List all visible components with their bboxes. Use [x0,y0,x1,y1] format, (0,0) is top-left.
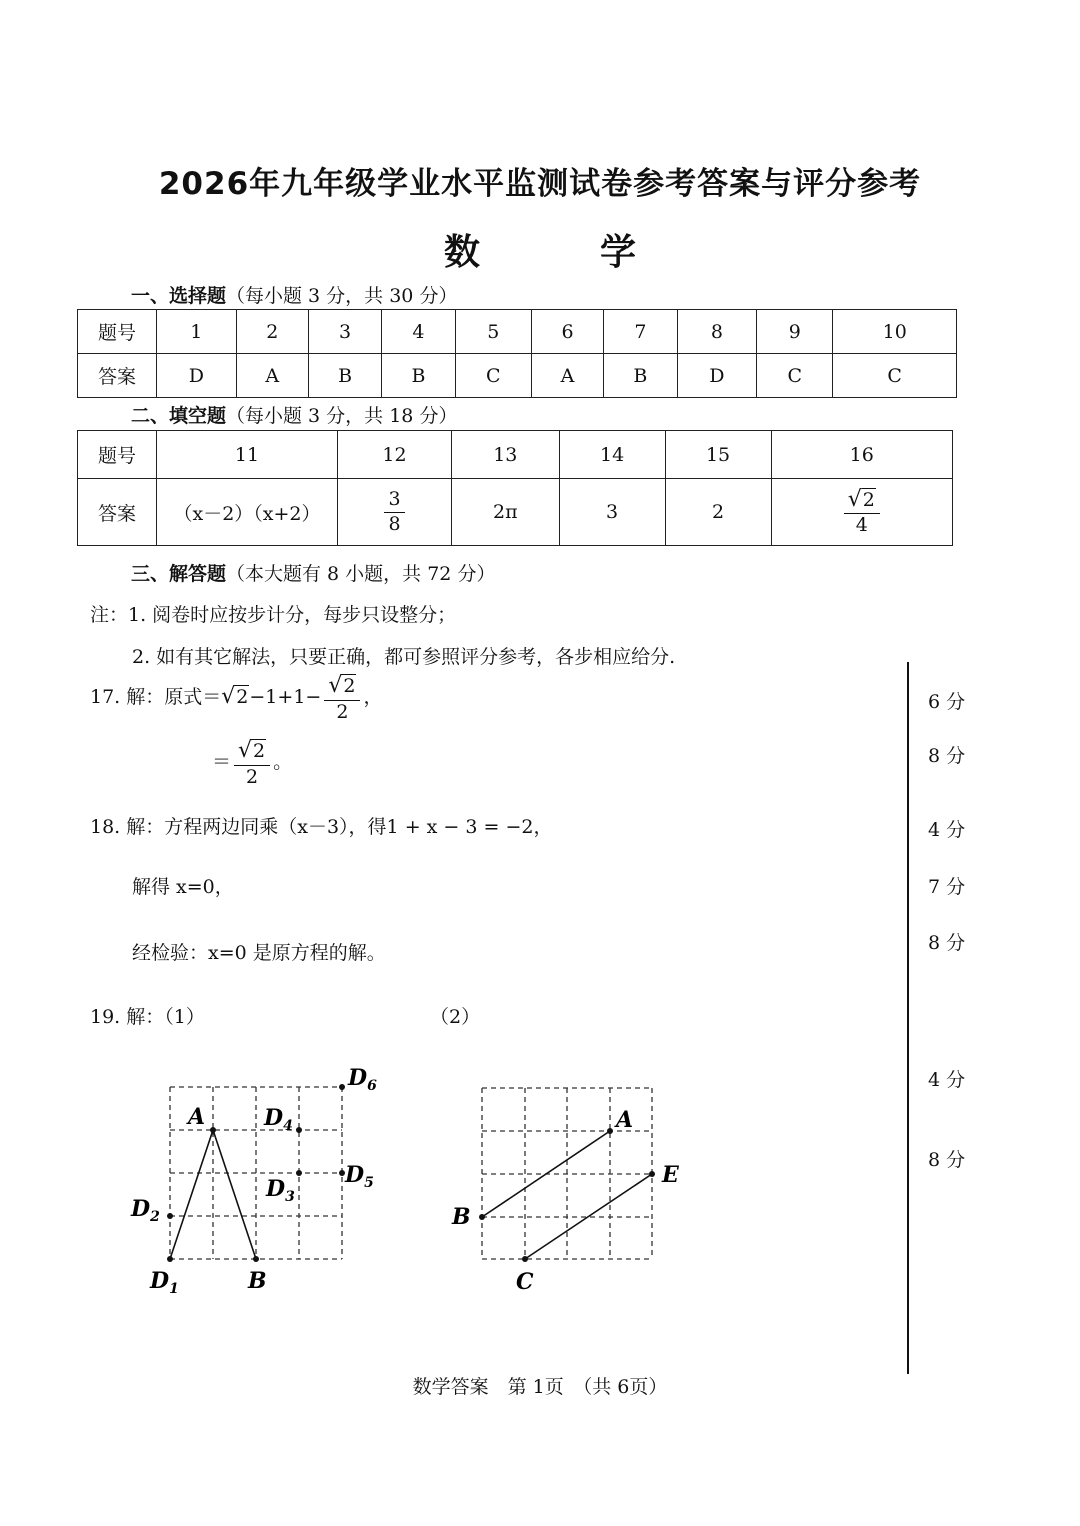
q19-score-1: 4 分 [928,1069,966,1091]
q19-figure-1 [120,1060,390,1300]
table-cell: C [455,354,531,398]
table-cell [771,479,952,546]
subject-char-2: 学 [600,232,637,273]
q17-score-2: 8 分 [928,745,966,767]
table-cell: 16 [771,431,952,479]
table-cell: 14 [559,431,665,479]
subject-char-1: 数 [443,232,480,273]
fill-blank-table [77,430,953,546]
point-label-d1: $D_1$ [150,1268,179,1297]
multiple-choice-table [77,309,957,398]
page-footer: 数学答案 第 1页 （共 6页） [412,1376,668,1398]
table-cell: B [308,354,381,398]
table-row [78,431,953,479]
table-cell: D [677,354,757,398]
section-2-heading: 二、填空题（每小题 3 分，共 18 分） [131,405,458,427]
table-row [78,479,953,546]
table-cell: 2π [451,479,559,546]
table-cell: 答案 [78,479,157,546]
table-cell: A [236,354,308,398]
q17-line-1: 17. 解：原式＝√2−1+1− $\frac{√2}{2}$ ， [90,673,383,723]
table-cell: 11 [157,431,338,479]
table-cell: 答案 [78,354,157,398]
q19-score-2: 8 分 [928,1149,966,1171]
table-cell: 题号 [78,431,157,479]
point-label-b: B [248,1268,267,1294]
table-cell: C [757,354,833,398]
q18-line-2: 解得 x=0， [132,876,234,898]
point-label-a: A [616,1107,634,1133]
page-title: 2026年九年级学业水平监测试卷参考答案与评分参考 [158,166,922,202]
fraction: $\frac{3}{8}$ [384,488,404,537]
triangle-sides [170,1130,256,1259]
point-label-d6: $D_6$ [348,1065,377,1094]
table-cell: 3 [308,310,381,354]
point-label-b: B [452,1204,471,1230]
table-cell: 6 [531,310,603,354]
q17-score-1: 6 分 [928,691,966,713]
q18-score-2: 7 分 [928,876,966,898]
table-cell: 8 [677,310,757,354]
table-cell: B [604,354,677,398]
grading-note-1: 注：1. 阅卷时应按步计分，每步只设整分； [90,604,457,626]
table-cell: 题号 [78,310,157,354]
table-cell: 15 [665,431,771,479]
table-cell: B [382,354,455,398]
parallel-segments [482,1131,652,1259]
q19-label-2: （2） [430,1006,481,1028]
point-label-e: E [662,1162,679,1188]
table-cell: A [531,354,603,398]
table-cell: 12 [338,431,452,479]
point-label-d2: $D_2$ [131,1196,160,1225]
table-cell: 7 [604,310,677,354]
q18-line-1: 18. 解：方程两边同乘（x－3），得1 + x − 3 = −2， [90,816,553,838]
score-divider [907,662,909,1374]
point-label-a: A [188,1104,206,1130]
point-label-d4: $D_4$ [264,1105,293,1134]
table-row [78,354,957,398]
q18-line-3: 经检验：x=0 是原方程的解。 [132,942,386,964]
q19-label-1: 19. 解：（1） [90,1006,205,1028]
section-1-heading: 一、选择题（每小题 3 分，共 30 分） [131,285,458,307]
q19-figure-2 [440,1070,700,1300]
table-cell: 10 [833,310,957,354]
point-label-c: C [516,1269,534,1295]
table-cell: 5 [455,310,531,354]
table-cell: 13 [451,431,559,479]
table-cell: D [157,354,237,398]
table-cell [338,479,452,546]
q17-line-2: ＝ $\frac{√2}{2}$ 。 [212,738,293,788]
section-3-heading: 三、解答题（本大题有 8 小题，共 72 分） [131,563,496,585]
point-label-d3: $D_3$ [266,1176,295,1205]
table-cell: 4 [382,310,455,354]
table-cell: （x－2）（x+2） [157,479,338,546]
table-row [78,310,957,354]
table-cell: 2 [236,310,308,354]
table-cell: 3 [559,479,665,546]
q18-score-3: 8 分 [928,932,966,954]
table-cell: 9 [757,310,833,354]
subject-title [0,224,1080,275]
q18-score-1: 4 分 [928,819,966,841]
fraction: $\frac{√2}{4}$ [844,486,880,538]
point-label-d5: $D_5$ [345,1162,374,1191]
table-cell: 2 [665,479,771,546]
table-cell: C [833,354,957,398]
table-cell: 1 [157,310,237,354]
grading-note-2: 2. 如有其它解法，只要正确，都可参照评分参考，各步相应给分. [132,646,676,668]
